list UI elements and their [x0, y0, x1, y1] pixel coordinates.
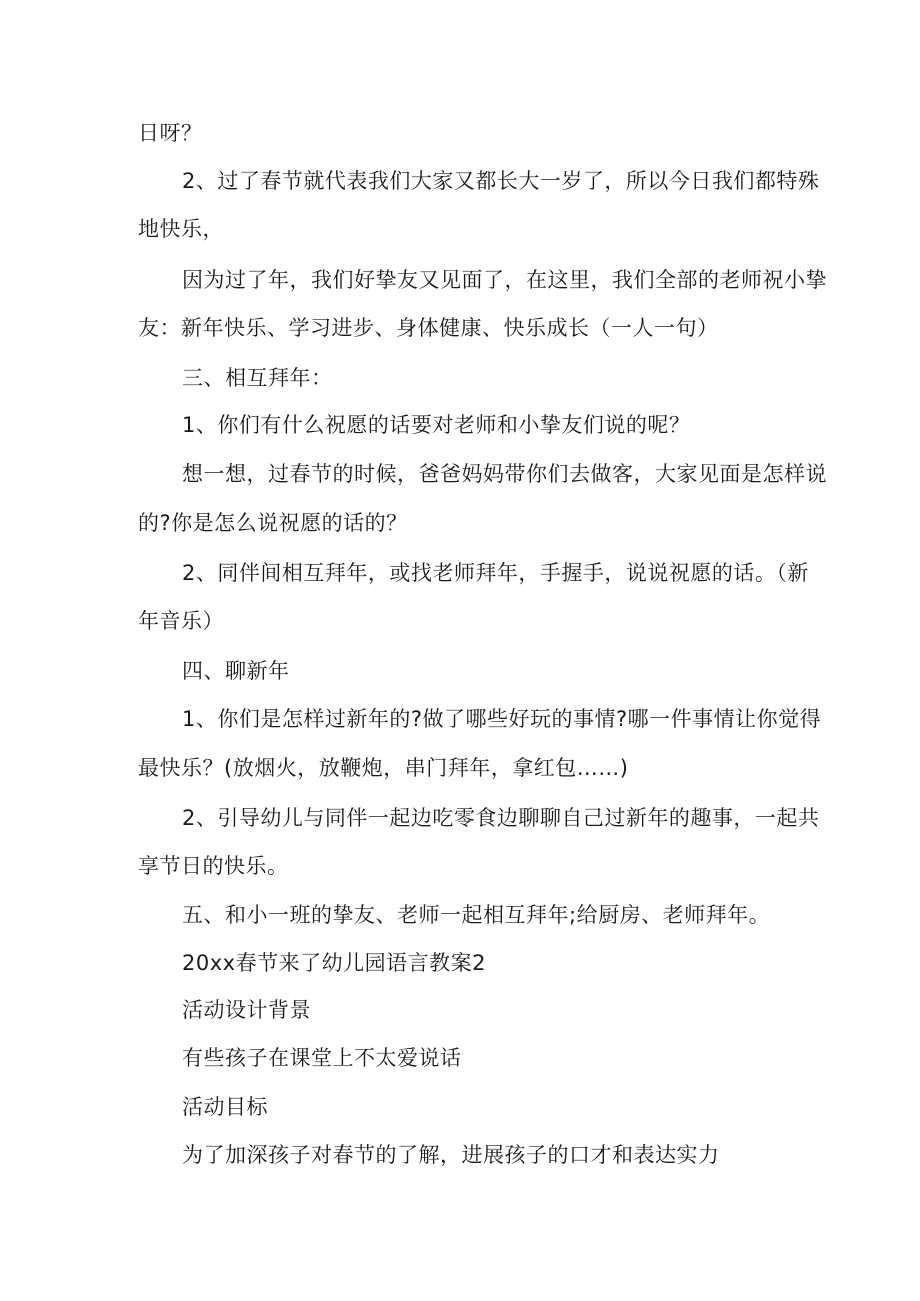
document-subtitle: 20xx春节来了幼儿园语言教案2	[182, 951, 486, 975]
text-line: 想一想，过春节的时候，爸爸妈妈带你们去做客，大家见面是怎样说	[182, 462, 827, 486]
section-heading: 四、聊新年	[182, 659, 290, 683]
text-line: 最快乐？(放烟火，放鞭炮，串门拜年，拿红包……)	[138, 756, 629, 780]
text-line: 1、你们有什么祝愿的话要对老师和小挚友们说的呢？	[182, 413, 691, 437]
text-line: 日呀？	[138, 121, 203, 145]
text-line: 地快乐，	[138, 217, 224, 241]
text-line: 因为过了年，我们好挚友又见面了，在这里，我们全部的老师祝小挚	[182, 268, 827, 292]
text-line: 2、过了春节就代表我们大家又都长大一岁了，所以今日我们都特殊	[182, 169, 820, 193]
text-line: 为了加深孩子对春节的了解，进展孩子的口才和表达实力	[182, 1143, 720, 1167]
text-line: 的?你是怎么说祝愿的话的？	[138, 511, 408, 535]
text-line: 享节日的快乐。	[138, 854, 289, 878]
section-heading: 五、和小一班的挚友、老师一起相互拜年;给厨房、老师拜年。	[182, 903, 771, 927]
text-line: 2、同伴间相互拜年，或找老师拜年，手握手，说说祝愿的话。（新	[182, 561, 809, 585]
text-line: 2、引导幼儿与同伴一起边吃零食边聊聊自己过新年的趣事，一起共	[182, 806, 820, 830]
text-line: 年音乐）	[138, 609, 224, 633]
section-heading: 活动目标	[182, 1095, 268, 1119]
section-heading: 活动设计背景	[182, 998, 311, 1022]
section-heading: 三、相互拜年：	[182, 366, 333, 390]
text-line: 1、你们是怎样过新年的?做了哪些好玩的事情?哪一件事情让你觉得	[182, 707, 822, 731]
text-line: 有些孩子在课堂上不太爱说话	[182, 1046, 462, 1070]
text-line: 友：新年快乐、学习进步、身体健康、快乐成长（一人一句）	[138, 316, 719, 340]
